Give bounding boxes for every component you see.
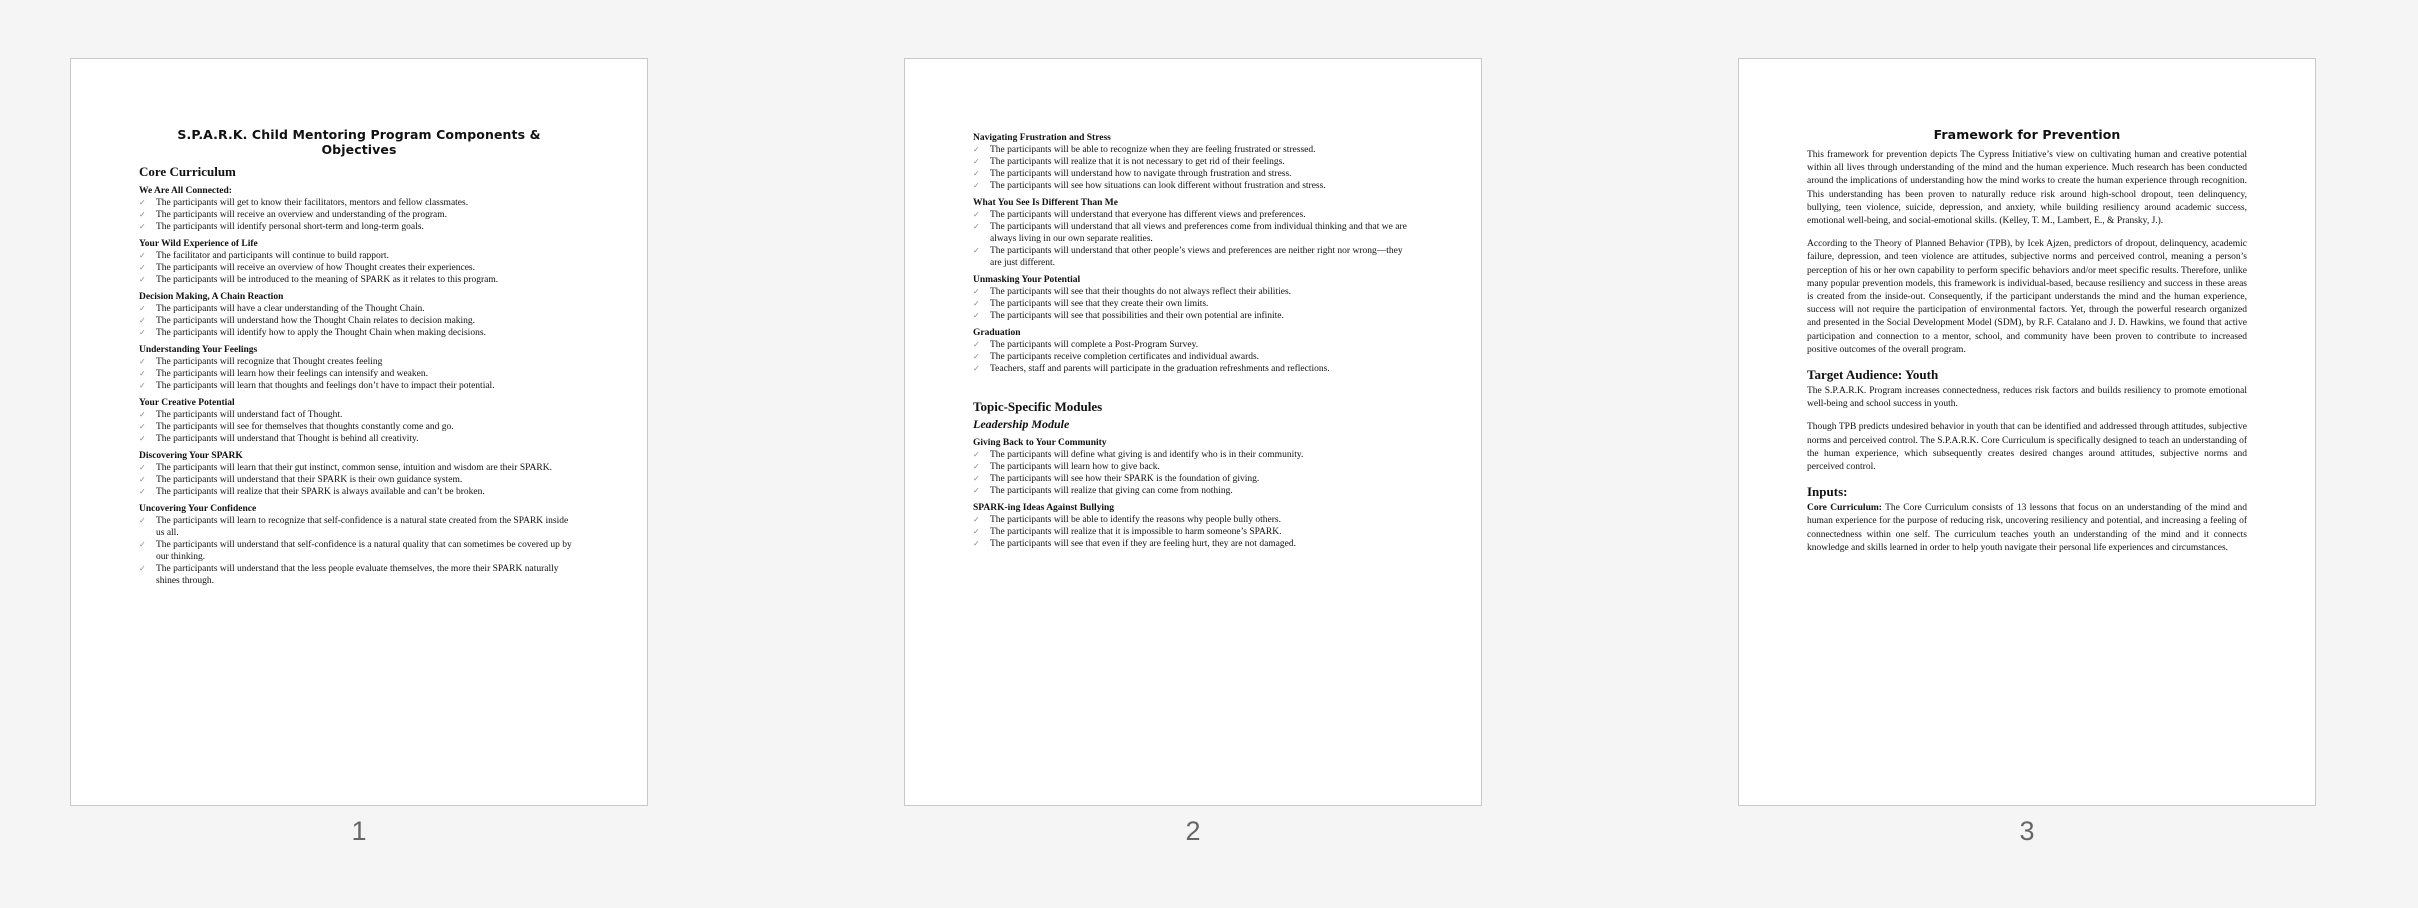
objective-list [973, 514, 1413, 550]
list-item: ✓ The participants will learn to recognize that self-confidence is a natural state created from the SPARK inside us all. [139, 515, 579, 539]
list-item: ✓ The facilitator and participants will continue to build rapport. [139, 250, 579, 262]
objective-section [139, 451, 579, 498]
objective-list [139, 303, 579, 339]
module-sections [973, 438, 1413, 550]
audience-paragraph: The S.P.A.R.K. Program increases connectedness, reduces risk factors and builds resiliency to promote emotional well-being and school success in youth. [1807, 386, 2247, 410]
list-item: ✓ The participants will see that they create their own limits. [973, 298, 1413, 310]
objective-section [973, 438, 1413, 497]
objective-list [973, 144, 1413, 192]
list-item: ✓ The participants will learn that their gut instinct, common sense, intuition and wisdom are their SPARK. [139, 462, 579, 474]
modules-heading: Topic-Specific Modules [973, 399, 1103, 414]
objective-list [973, 449, 1413, 497]
objective-list [973, 209, 1413, 269]
list-item: ✓ The participants will be able to identify the reasons why people bully others. [973, 514, 1413, 526]
list-item: ✓ The participants will understand that other people’s views and preferences are neither right nor wrong—they are just different. [973, 245, 1413, 269]
module-title: Leadership Module [973, 417, 1070, 431]
list-item: ✓ The participants will realize that their SPARK is always available and can’t be broken. [139, 486, 579, 498]
section-heading: Core Curriculum [139, 164, 236, 179]
list-item: ✓ The participants receive completion certificates and individual awards. [973, 351, 1413, 363]
objective-list [139, 409, 579, 445]
tpb-paragraph: According to the Theory of Planned Behavior (TPB), by Icek Ajzen, predictors of dropout, delinquency, academic failure, depression, and teen violence are attitudes, subjective norms and perceived control, meaning a person’s perception of his or her own capability to perform specific behaviors and/or meet specific results. Therefore, unlike many popular prevention models, this framework is individual-based, because resiliency and success in these areas is created from the inside-out. Consequently, if the participant understands the mind and the human experience, success will not require the participation of environmental factors. Yet, through the powerful research organized and presented in the Social Development Model (SDM), by R.F. Catalano and J. D. Hawkins, we found that active participation and connection to a mentor, school, and community have been proven to contribute to increased positive outcomes of the overall program. [1807, 239, 2247, 355]
list-item: ✓ The participants will recognize that Thought creates feeling [139, 356, 579, 368]
list-item: ✓ The participants will understand that everyone has different views and preferences. [973, 209, 1413, 221]
inputs-paragraph [1807, 502, 2247, 555]
inputs-text: The Core Curriculum consists of 13 lessons that focus on an understanding of the mind and human experience for the purpose of reducing risk, uncovering resiliency and potential, and increasing a feeling of connectedness within one self. The curriculum teaches youth an understanding of the mind and it connects knowledge and skills learned in order to help youth navigate their personal life experiences and circumstances. [1807, 503, 2248, 553]
lesson-title: We Are All Connected: [139, 186, 232, 196]
list-item: ✓ The participants will complete a Post-Program Survey. [973, 339, 1413, 351]
list-item: ✓ The participants will learn how their feelings can intensify and weaken. [139, 368, 579, 380]
objective-list [139, 250, 579, 286]
objective-section [973, 198, 1413, 269]
list-item: ✓ The participants will identify personal short-term and long-term goals. [139, 221, 579, 233]
list-item: ✓ The participants will understand that self-confidence is a natural quality that can sometimes be covered up by our thinking. [139, 539, 579, 563]
page-title: Framework for Prevention [1933, 127, 2121, 142]
objective-section [139, 504, 579, 587]
objective-section [973, 503, 1413, 550]
list-item: ✓ The participants will see how situations can look different without frustration and stress. [973, 180, 1413, 192]
document-page-1[interactable] [70, 58, 648, 806]
list-item: ✓ The participants will understand how the Thought Chain relates to decision making. [139, 315, 579, 327]
lesson-title: Decision Making, A Chain Reaction [139, 292, 284, 302]
objective-sections [973, 133, 1413, 375]
list-item: ✓ The participants will see that even if they are feeling hurt, they are not damaged. [973, 538, 1413, 550]
objective-section [973, 328, 1413, 375]
audience-paragraph: Though TPB predicts undesired behavior in youth that can be identified and addressed through attitudes, subjective norms and perceived control. The S.P.A.R.K. Core Curriculum is specifically designed to teach an understanding of the human experience, which subsequently creates desired changes around attitudes, subjective norms and perceived control. [1807, 422, 2247, 473]
list-item: ✓ The participants will realize that it is not necessary to get rid of their feelings. [973, 156, 1413, 168]
list-item: ✓ The participants will understand fact of Thought. [139, 409, 579, 421]
objective-section [139, 398, 579, 445]
objective-list [139, 462, 579, 498]
list-item: ✓ The participants will be able to recognize when they are feeling frustrated or stressed. [973, 144, 1413, 156]
list-item: ✓ The participants will see that their thoughts do not always reflect their abilities. [973, 286, 1413, 298]
objective-list [139, 197, 579, 233]
document-page-2[interactable] [904, 58, 1482, 806]
intro-paragraph: This framework for prevention depicts The Cypress Initiative’s view on cultivating human and creative potential within all lives through understanding of the mind and the human experience. Much research has been conducted around the implications of understanding how the mind works to create the human experience through recognition. This understanding has been proven to naturally reduce risk around high-school dropout, teen delinquency, bullying, teen violence, suicide, depression, and anxiety, while building resiliency around academic success, emotional well-being, and social-emotional skills. (Kelley, T. M., Lambert, E., & Pransky, J.). [1807, 150, 2247, 227]
objective-section [973, 133, 1413, 192]
list-item: ✓ The participants will receive an overview of how Thought creates their experiences. [139, 262, 579, 274]
inputs-label: Core Curriculum: [1807, 503, 1882, 514]
list-item: ✓ Teachers, staff and parents will participate in the graduation refreshments and reflections. [973, 363, 1413, 375]
objective-sections [139, 186, 579, 587]
list-item: ✓ The participants will understand that all views and preferences come from individual thinking and that we are always living in our own separate realities. [973, 221, 1413, 245]
list-item: ✓ The participants will realize that giving can come from nothing. [973, 485, 1413, 497]
list-item: ✓ The participants will get to know their facilitators, mentors and fellow classmates. [139, 197, 579, 209]
list-item: ✓ The participants will understand that their SPARK is their own guidance system. [139, 474, 579, 486]
list-item: ✓ The participants will learn that thoughts and feelings don’t have to impact their potential. [139, 380, 579, 392]
page-number[interactable]: 1 [351, 816, 367, 846]
audience-heading: Target Audience: Youth [1807, 367, 1939, 383]
list-item: ✓ The participants will understand how to navigate through frustration and stress. [973, 168, 1413, 180]
list-item: ✓ The participants will learn how to give back. [973, 461, 1413, 473]
inputs-heading: Inputs: [1807, 484, 1848, 500]
objective-list [139, 356, 579, 392]
lesson-title: SPARK-ing Ideas Against Bullying [973, 503, 1115, 513]
list-item: ✓ The participants will realize that it is impossible to harm someone’s SPARK. [973, 526, 1413, 538]
list-item: ✓ The participants will understand that the less people evaluate themselves, the more their SPARK naturally shines through. [139, 563, 579, 587]
lesson-title: Your Creative Potential [139, 398, 235, 408]
page-number[interactable]: 2 [1185, 816, 1201, 846]
list-item: ✓ The participants will see how their SPARK is the foundation of giving. [973, 473, 1413, 485]
lesson-title: Giving Back to Your Community [973, 438, 1107, 448]
list-item: ✓ The participants will be introduced to the meaning of SPARK as it relates to this program. [139, 274, 579, 286]
lesson-title: Graduation [973, 328, 1021, 338]
objective-section [139, 345, 579, 392]
page-number[interactable]: 3 [2019, 816, 2035, 846]
objective-list [973, 286, 1413, 322]
objective-section [139, 292, 579, 339]
lesson-title: What You See Is Different Than Me [973, 198, 1118, 208]
objective-section [139, 239, 579, 286]
lesson-title: Uncovering Your Confidence [139, 504, 257, 514]
objective-list [973, 339, 1413, 375]
document-page-3[interactable] [1738, 58, 2316, 806]
list-item: ✓ The participants will see that possibilities and their own potential are infinite. [973, 310, 1413, 322]
list-item: ✓ The participants will have a clear understanding of the Thought Chain. [139, 303, 579, 315]
objective-list [139, 515, 579, 587]
objective-section [139, 186, 579, 233]
lesson-title: Discovering Your SPARK [139, 451, 243, 461]
list-item: ✓ The participants will identify how to apply the Thought Chain when making decisions. [139, 327, 579, 339]
list-item: ✓ The participants will see for themselves that thoughts constantly come and go. [139, 421, 579, 433]
lesson-title: Your Wild Experience of Life [139, 239, 258, 249]
list-item: ✓ The participants will understand that Thought is behind all creativity. [139, 433, 579, 445]
lesson-title: Unmasking Your Potential [973, 275, 1081, 285]
objective-section [973, 275, 1413, 322]
list-item: ✓ The participants will define what giving is and identify who is in their community. [973, 449, 1413, 461]
lesson-title: Understanding Your Feelings [139, 345, 258, 355]
lesson-title: Navigating Frustration and Stress [973, 133, 1111, 143]
list-item: ✓ The participants will receive an overview and understanding of the program. [139, 209, 579, 221]
page-title: S.P.A.R.K. Child Mentoring Program Components & Objectives [177, 127, 541, 157]
